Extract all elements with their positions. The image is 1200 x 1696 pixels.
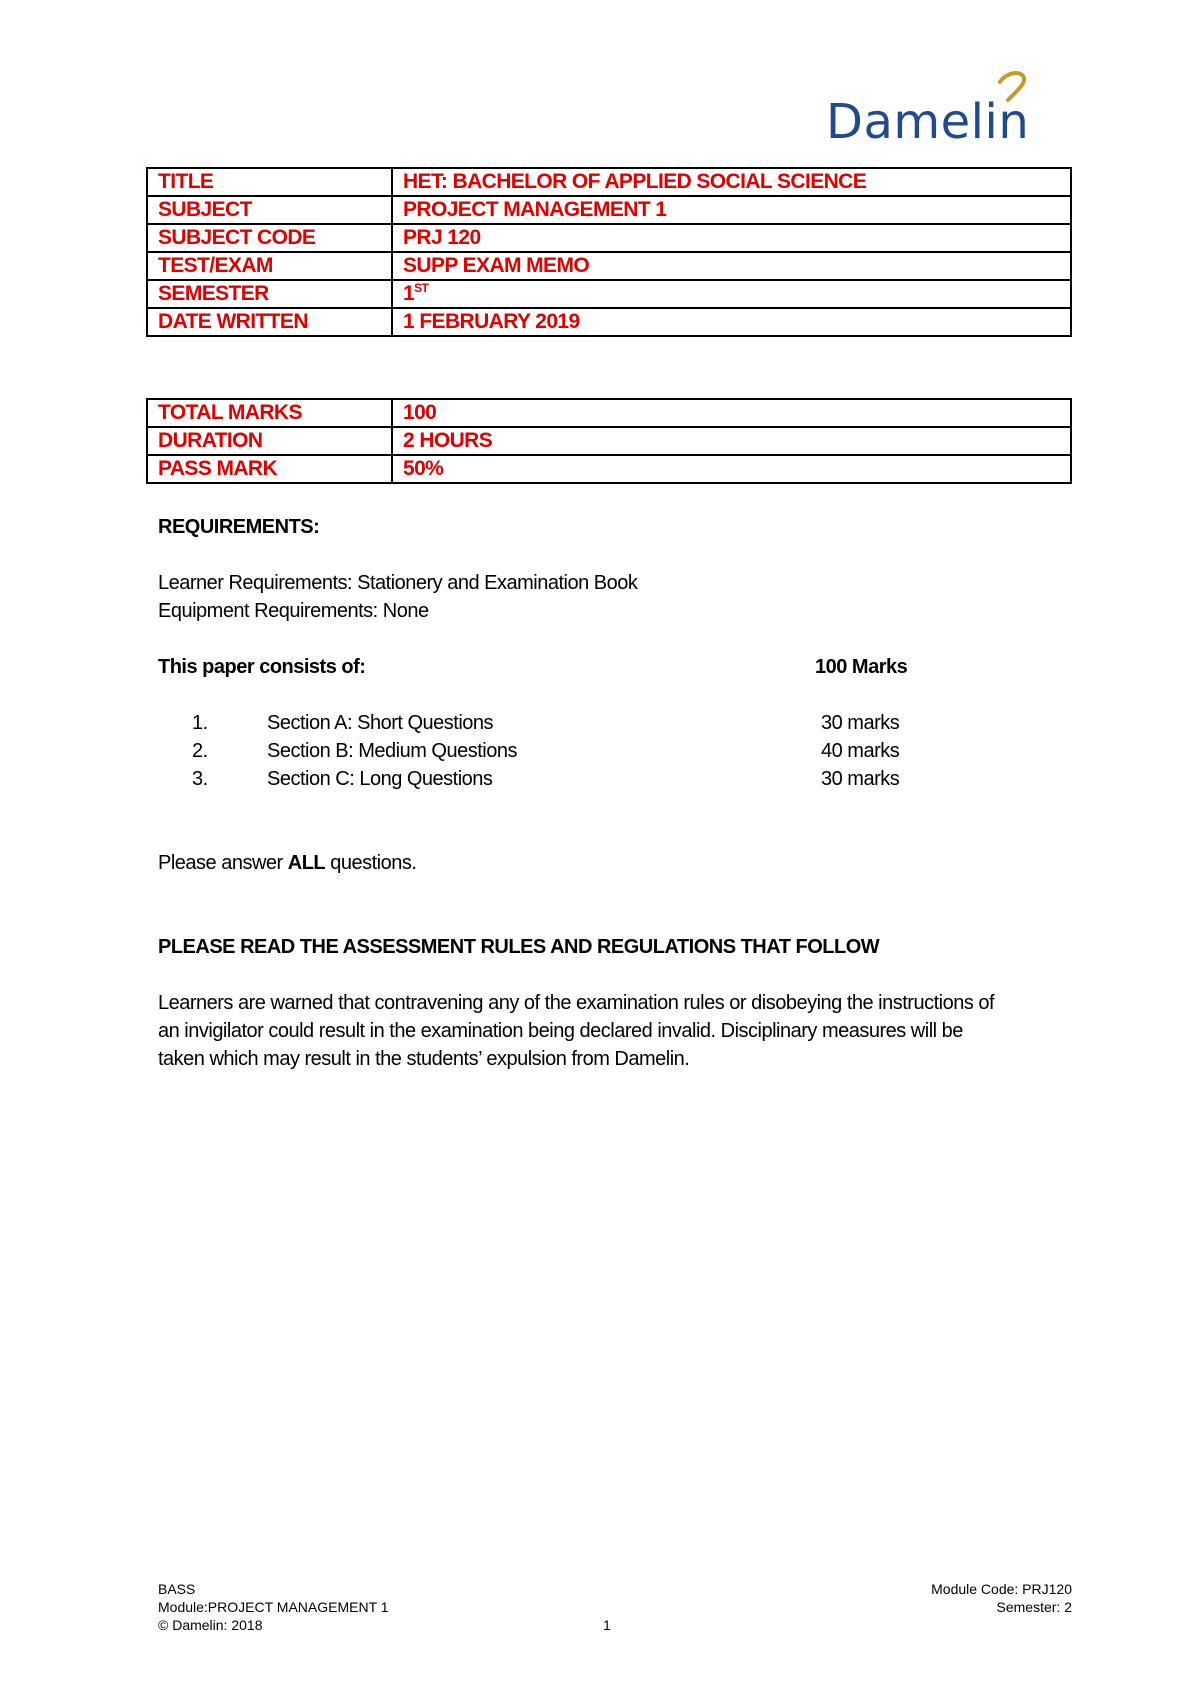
table-row	[147, 455, 1071, 483]
section-number: 3.	[192, 768, 208, 790]
semester-ordinal: ST	[414, 281, 429, 295]
table-value: 2 HOURS	[392, 427, 1071, 455]
table-row	[147, 308, 1071, 336]
table-label: TOTAL MARKS	[147, 399, 392, 427]
equipment-requirements: Equipment Requirements: None	[158, 600, 429, 622]
section-marks: 30 marks	[821, 768, 900, 790]
rules-heading: PLEASE READ THE ASSESSMENT RULES AND REGULATIONS THAT FOLLOW	[158, 936, 880, 958]
table-value: HET: BACHELOR OF APPLIED SOCIAL SCIENCE	[392, 168, 1071, 196]
table-label: SUBJECT	[147, 196, 392, 224]
table-label: TEST/EXAM	[147, 252, 392, 280]
rules-line: taken which may result in the students’ expulsion from Damelin.	[158, 1048, 690, 1070]
table-value: SUPP EXAM MEMO	[392, 252, 1071, 280]
table-row	[147, 196, 1071, 224]
section-name: Section C: Long Questions	[267, 768, 493, 790]
footer-semester: Semester: 2	[996, 1599, 1072, 1615]
table-row	[147, 399, 1071, 427]
section-marks: 40 marks	[821, 740, 900, 762]
table-label: TITLE	[147, 168, 392, 196]
table-value: PRJ 120	[392, 224, 1071, 252]
page-number: 1	[603, 1617, 611, 1633]
section-number: 1.	[192, 712, 208, 734]
instruction-bold: ALL	[287, 852, 326, 874]
table-row	[147, 280, 1071, 308]
instruction-before: Please answer	[158, 852, 288, 874]
table-row	[147, 168, 1071, 196]
table-label: DURATION	[147, 427, 392, 455]
table-row	[147, 427, 1071, 455]
section-name: Section A: Short Questions	[267, 712, 494, 734]
table-label: DATE WRITTEN	[147, 308, 392, 336]
semester-number: 1	[403, 282, 415, 305]
footer-line: © Damelin: 2018	[158, 1617, 263, 1633]
table-label: PASS MARK	[147, 455, 392, 483]
rules-line: Learners are warned that contravening any of the examination rules or disobeying the instructions of	[158, 992, 995, 1014]
table-value: PROJECT MANAGEMENT 1	[392, 196, 1071, 224]
exam-info-table	[146, 167, 1072, 337]
footer-module-code: Module Code: PRJ120	[931, 1581, 1072, 1597]
table-value: 50%	[392, 455, 1071, 483]
footer-line: Module:PROJECT MANAGEMENT 1	[158, 1599, 389, 1615]
table-label: SEMESTER	[147, 280, 392, 308]
table-row	[147, 252, 1071, 280]
learner-requirements: Learner Requirements: Stationery and Examination Book	[158, 572, 638, 594]
table-label: SUBJECT CODE	[147, 224, 392, 252]
section-name: Section B: Medium Questions	[267, 740, 517, 762]
footer-line: BASS	[158, 1581, 196, 1597]
table-value: 1 FEBRUARY 2019	[392, 308, 1071, 336]
paper-total-marks: 100 Marks	[815, 656, 908, 678]
paper-heading: This paper consists of:	[158, 656, 366, 678]
table-value	[392, 280, 1071, 308]
marks-table	[146, 398, 1072, 484]
section-number: 2.	[192, 740, 208, 762]
answer-instruction	[158, 852, 416, 875]
requirements-heading: REQUIREMENTS:	[158, 516, 320, 538]
logo-text: Damelin	[826, 94, 1030, 150]
rules-line: an invigilator could result in the examination being declared invalid. Disciplinary measures will be	[158, 1020, 963, 1042]
table-row	[147, 224, 1071, 252]
instruction-after: questions.	[325, 852, 417, 874]
damelin-logo	[826, 68, 1066, 148]
section-marks: 30 marks	[821, 712, 900, 734]
table-value: 100	[392, 399, 1071, 427]
